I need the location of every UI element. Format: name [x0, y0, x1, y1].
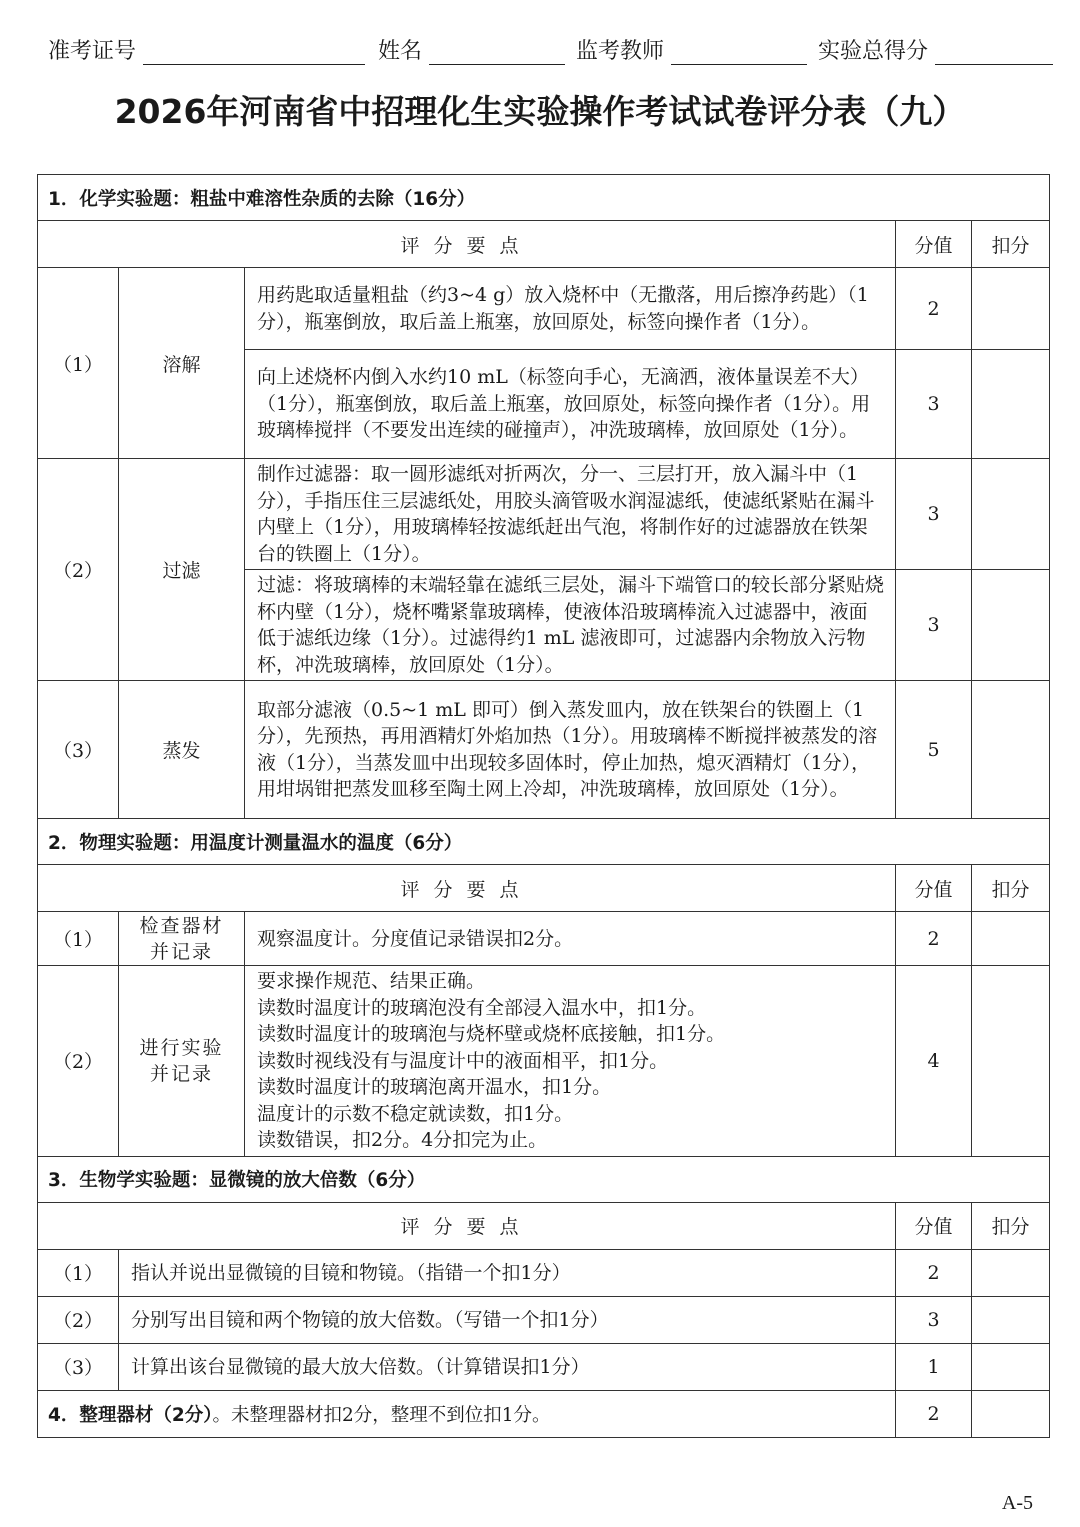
criterion-line: 温度计的示数不稳定就读数，扣1分。	[257, 1102, 574, 1125]
criterion-line: 读数时温度计的玻璃泡与烧杯壁或烧杯底接触，扣1分。	[257, 1023, 726, 1045]
row-number: （1）	[38, 912, 119, 966]
step-name: 蒸发	[119, 681, 245, 819]
page-title: 2026年河南省中招理化生实验操作考试试卷评分表（九）	[114, 92, 966, 131]
score-value: 5	[896, 681, 972, 819]
col-header-score: 分值	[896, 221, 972, 268]
scoring-table	[37, 174, 1050, 1438]
score-value: 1	[896, 1343, 972, 1390]
deduct-cell[interactable]	[972, 1249, 1050, 1296]
criterion-line: 读数时视线没有与温度计中的液面相平，扣1分。	[257, 1049, 669, 1072]
score-value: 2	[896, 268, 972, 350]
name-field[interactable]	[429, 40, 565, 65]
proctor-label: 监考教师	[576, 39, 665, 64]
section-4-text: 。未整理器材扣2分，整理不到位扣1分。	[212, 1404, 551, 1426]
criterion-text: 向上述烧杯内倒入水约10 mL（标签向手心，无滴洒，液体量误差不大）（1分），瓶塞倒放，取后盖上瓶塞，放回原处，标签向操作者（1分）。用玻璃棒搅拌（不要发出连续的碰撞声），冲洗玻璃棒，放回原处（1分）。	[245, 350, 896, 459]
criterion-line: 读数时温度计的玻璃泡离开温水，扣1分。	[257, 1076, 612, 1098]
criterion-text: 用药匙取适量粗盐（约3~4 g）放入烧杯中（无撒落，用后擦净药匙）（1分），瓶塞倒放，取后盖上瓶塞，放回原处，标签向操作者（1分）。	[245, 268, 896, 350]
score-value: 2	[896, 1390, 972, 1437]
row-number: （3）	[38, 1343, 119, 1390]
section-2-title: 2．物理实验题：用温度计测量温水的温度（6分）	[38, 819, 1050, 865]
criterion-text: 分别写出目镜和两个物镜的放大倍数。（写错一个扣1分）	[119, 1296, 896, 1343]
col-header-points: 评分要点	[38, 221, 896, 268]
deduct-cell[interactable]	[972, 966, 1050, 1157]
row-number: （2）	[38, 1296, 119, 1343]
score-value: 4	[896, 966, 972, 1157]
step-name: 过滤	[119, 459, 245, 681]
deduct-cell[interactable]	[972, 1343, 1050, 1390]
col-header-points: 评分要点	[38, 865, 896, 912]
col-header-deduct: 扣分	[972, 221, 1050, 268]
deduct-cell[interactable]	[972, 681, 1050, 819]
row-number: （1）	[38, 1249, 119, 1296]
row-number: （3）	[38, 681, 119, 819]
deduct-cell[interactable]	[972, 459, 1050, 570]
criterion-text: 计算出该台显微镜的最大放大倍数。（计算错误扣1分）	[119, 1343, 896, 1390]
proctor-field[interactable]	[671, 40, 807, 65]
col-header-points: 评分要点	[38, 1202, 896, 1249]
deduct-cell[interactable]	[972, 350, 1050, 459]
criterion-line: 要求操作规范、结果正确。	[257, 970, 486, 992]
col-header-deduct: 扣分	[972, 1202, 1050, 1249]
name-label: 姓名	[378, 39, 423, 64]
step-name: 进行实验并记录	[119, 966, 245, 1157]
score-value: 3	[896, 1296, 972, 1343]
col-header-deduct: 扣分	[972, 865, 1050, 912]
section-3-title: 3．生物学实验题：显微镜的放大倍数（6分）	[38, 1156, 1050, 1202]
deduct-cell[interactable]	[972, 268, 1050, 350]
deduct-cell[interactable]	[972, 1390, 1050, 1437]
deduct-cell[interactable]	[972, 912, 1050, 966]
section-4-title: 4．整理器材（2分）	[48, 1404, 213, 1426]
step-name: 检查器材并记录	[119, 912, 245, 966]
score-value: 2	[896, 1249, 972, 1296]
section-4-row	[38, 1390, 896, 1437]
criterion-line: 读数错误，扣2分。4分扣完为止。	[257, 1129, 548, 1151]
section-1-title: 1．化学实验题：粗盐中难溶性杂质的去除（16分）	[38, 175, 1050, 221]
exam-number-field[interactable]	[143, 40, 365, 65]
page-number: A-5	[1001, 1492, 1033, 1514]
row-number: （1）	[38, 268, 119, 459]
total-score-field[interactable]	[935, 40, 1053, 65]
col-header-score: 分值	[896, 1202, 972, 1249]
criterion-text: 制作过滤器：取一圆形滤纸对折两次，分一、三层打开，放入漏斗中（1分），手指压住三层滤纸处，用胶头滴管吸水润湿滤纸，使滤纸紧贴在漏斗内壁上（1分），用玻璃棒轻按滤纸赶出气泡，将制作好的过滤器放在铁架台的铁圈上（1分）。	[245, 459, 896, 570]
criterion-line: 读数时温度计的玻璃泡没有全部浸入温水中，扣1分。	[257, 996, 707, 1019]
deduct-cell[interactable]	[972, 1296, 1050, 1343]
deduct-cell[interactable]	[972, 570, 1050, 681]
criterion-text: 指认并说出显微镜的目镜和物镜。（指错一个扣1分）	[119, 1249, 896, 1296]
criterion-text: 取部分滤液（0.5~1 mL 即可）倒入蒸发皿内，放在铁架台的铁圈上（1分），先预热，再用酒精灯外焰加热（1分）。用玻璃棒不断搅拌被蒸发的溶液（1分），当蒸发皿中出现较多固体时，停止加热，熄灭酒精灯（1分），用坩埚钳把蒸发皿移至陶土网上冷却，冲洗玻璃棒，放回原处（1分）。	[245, 681, 896, 819]
candidate-info-line	[48, 34, 1048, 64]
criterion-list	[245, 966, 896, 1157]
exam-number-label: 准考证号	[48, 39, 137, 64]
score-value: 2	[896, 912, 972, 966]
total-score-label: 实验总得分	[818, 39, 929, 64]
row-number: （2）	[38, 459, 119, 681]
score-value: 3	[896, 459, 972, 570]
criterion-text: 过滤：将玻璃棒的末端轻靠在滤纸三层处，漏斗下端管口的较长部分紧贴烧杯内壁（1分），烧杯嘴紧靠玻璃棒，使液体沿玻璃棒流入过滤器中，液面低于滤纸边缘（1分）。过滤得约1 mL 滤液即可，过滤器内余物放入污物杯，冲洗玻璃棒，放回原处（1分）。	[245, 570, 896, 681]
step-name: 溶解	[119, 268, 245, 459]
score-value: 3	[896, 570, 972, 681]
score-value: 3	[896, 350, 972, 459]
col-header-score: 分值	[896, 865, 972, 912]
row-number: （2）	[38, 966, 119, 1157]
criterion-text: 观察温度计。分度值记录错误扣2分。	[245, 912, 896, 966]
